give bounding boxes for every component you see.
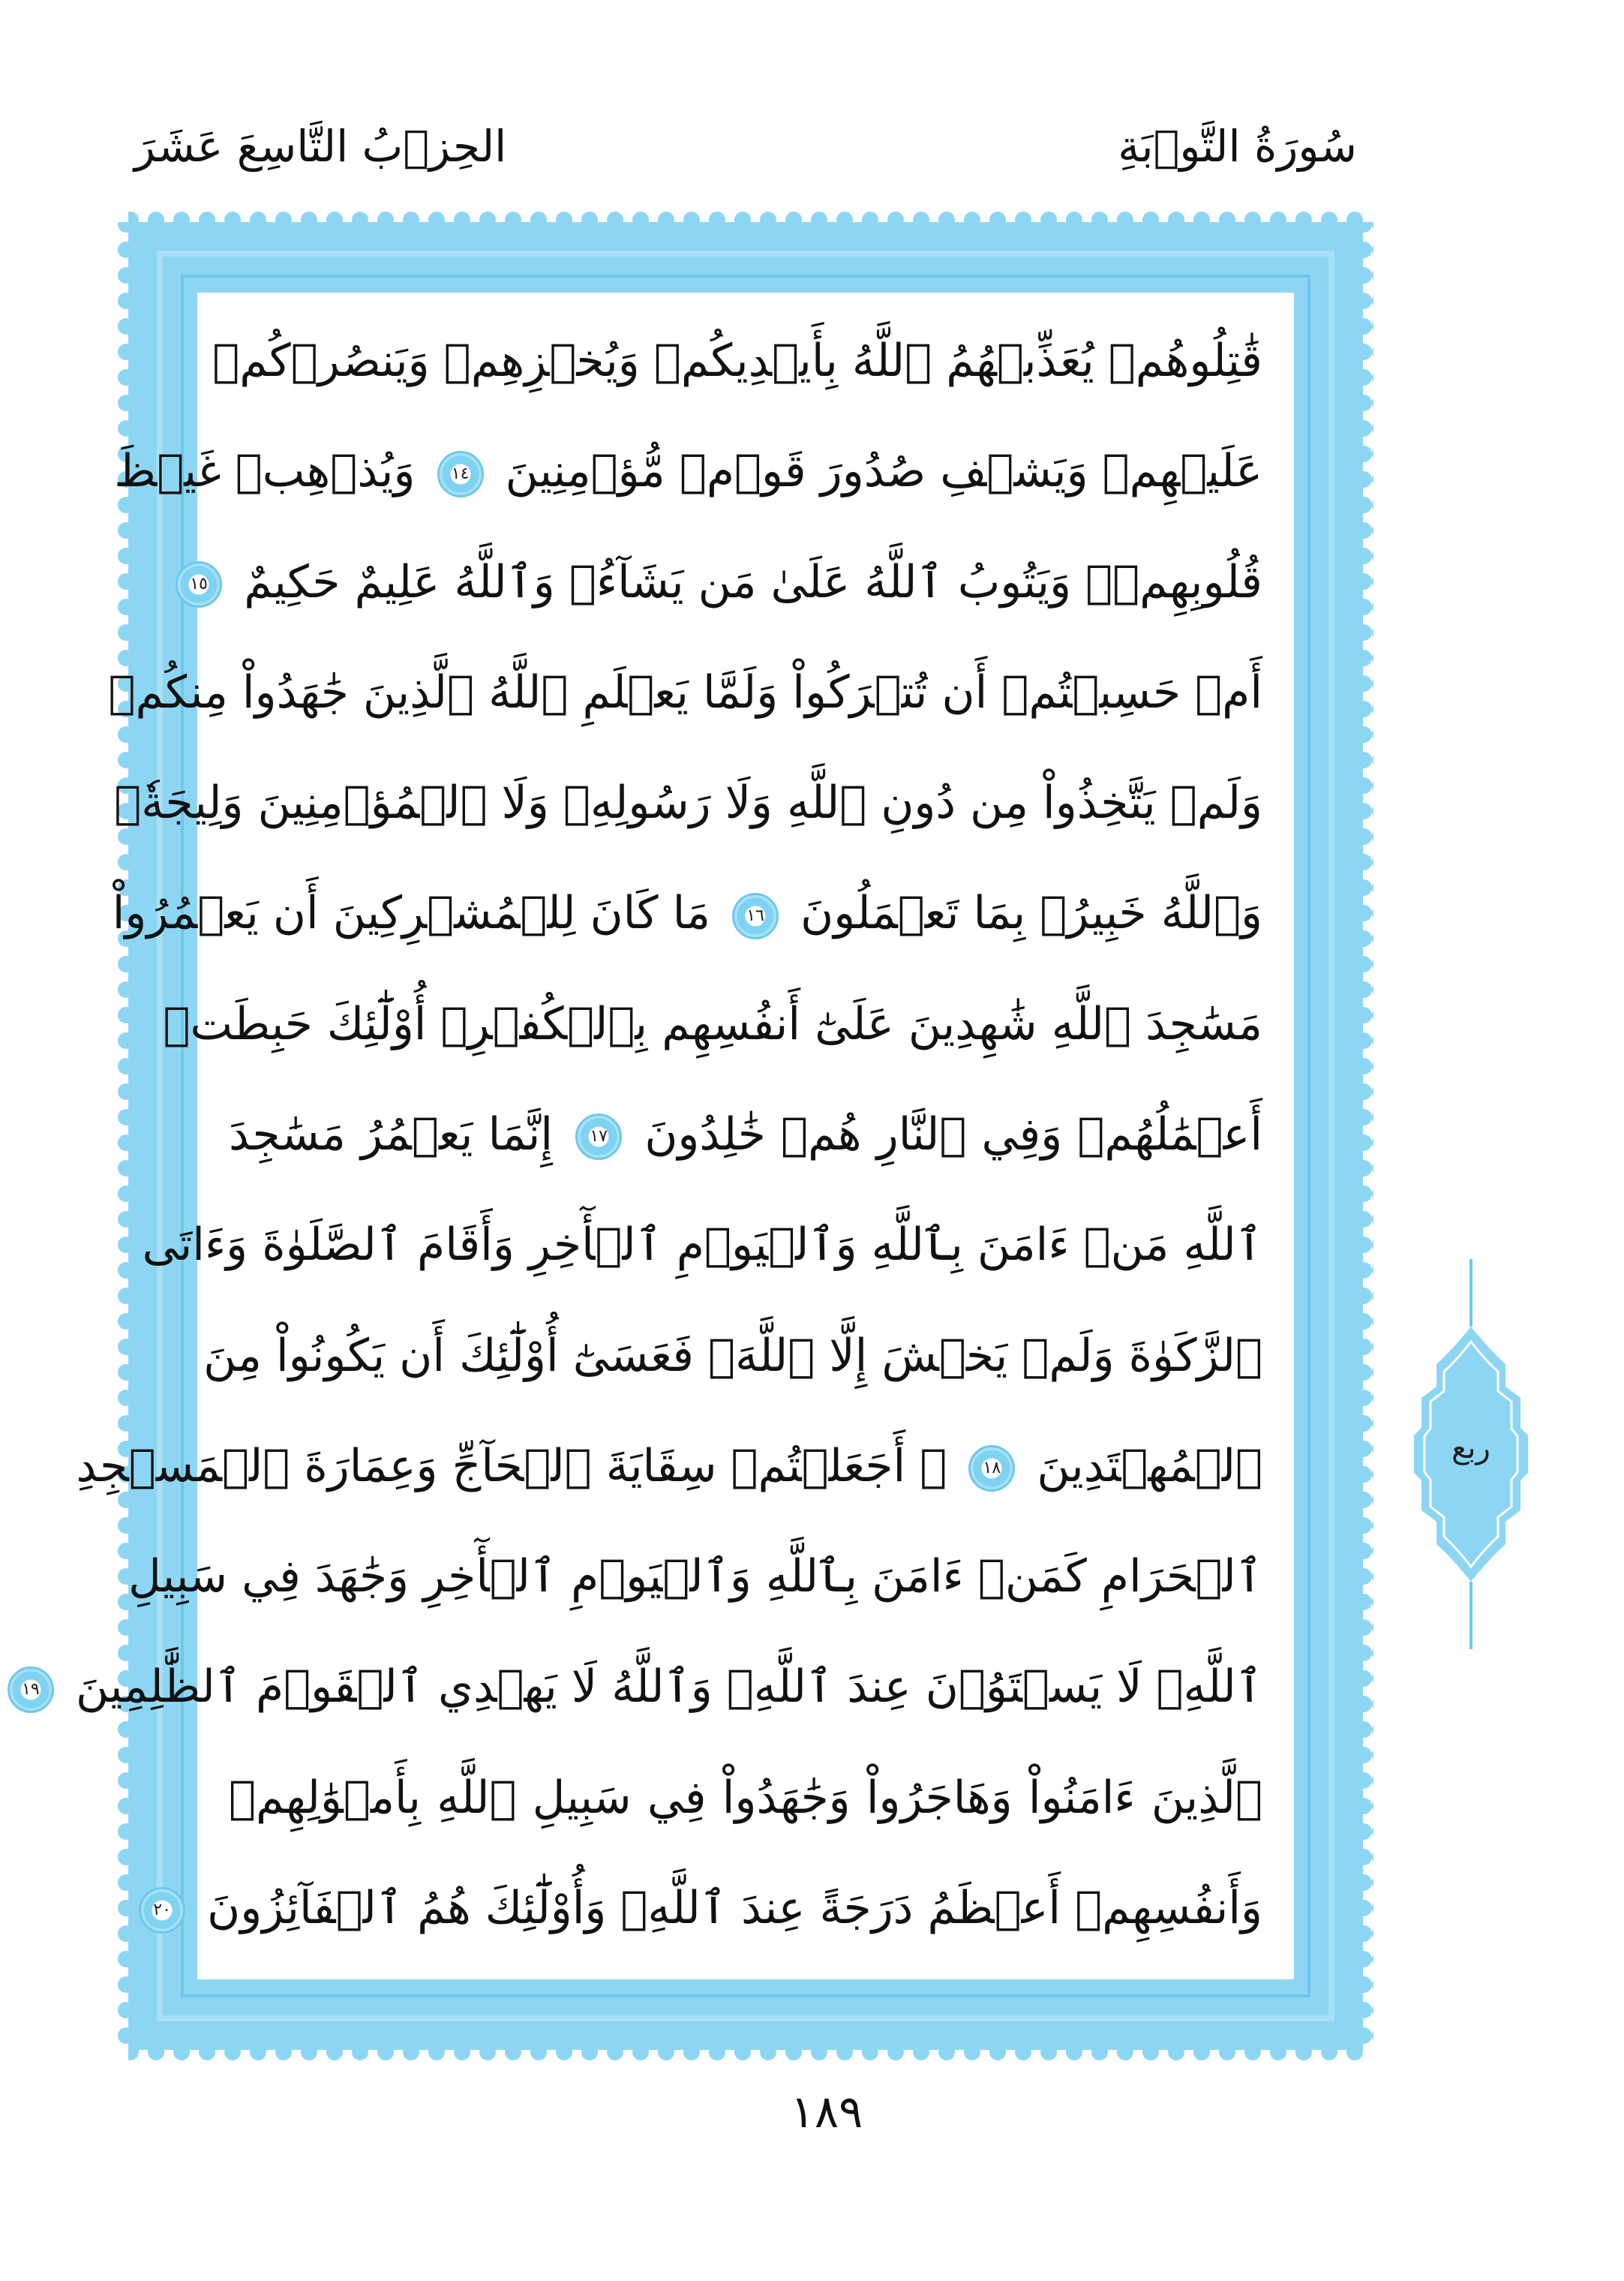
verse-line: ٱلۡحَرَامِ كَمَنۡ ءَامَنَ بِٱللَّهِ وَٱلۡيَوۡمِ ٱلۡأٓخِرِ وَجَٰهَدَ فِي سَبِيلِ <box>128 1550 1262 1603</box>
verse-line: أَعۡمَٰلُهُمۡ وَفِي ٱلنَّارِ هُمۡ خَٰلِدُونَ ١٧ إِنَّمَا يَعۡمُرُ مَسَٰجِدَ <box>229 1107 1262 1161</box>
verse-line: ٱلَّذِينَ ءَامَنُواْ وَهَاجَرُواْ وَجَٰهَدُواْ فِي سَبِيلِ ٱللَّهِ بِأَمۡوَٰلِهِمۡ <box>229 1771 1262 1824</box>
verse-text-panel <box>22 293 1294 1979</box>
ayah-number-marker: ١٦ <box>732 893 779 939</box>
page-header <box>134 113 1357 180</box>
rub-label: ربع <box>1451 1431 1490 1465</box>
surah-title: سُورَةُ التَّوۡبَةِ <box>1118 121 1357 172</box>
ayah-number-marker: ١٨ <box>968 1445 1015 1492</box>
ayah-number-marker: ١٩ <box>8 1666 54 1713</box>
verse-line: ٱلۡمُهۡتَدِينَ ١٨ ۞ أَجَعَلۡتُمۡ سِقَايَةَ ٱلۡحَآجِّ وَعِمَارَةَ ٱلۡمَسۡجِدِ <box>76 1439 1262 1492</box>
ayah-number-marker: ١٥ <box>176 561 222 608</box>
verse-line: عَلَيۡهِمۡ وَيَشۡفِ صُدُورَ قَوۡمٖ مُّؤۡمِنِينَ ١٤ وَيُذۡهِبۡ غَيۡظَ <box>114 445 1262 498</box>
verse-line: قَٰتِلُوهُمۡ يُعَذِّبۡهُمُ ٱللَّهُ بِأَيۡدِيكُمۡ وَيُخۡزِهِمۡ وَيَنصُرۡكُمۡ <box>212 335 1262 387</box>
page-number: ١٨٩ <box>790 2086 863 2138</box>
hizb-title: الحِزۡبُ التَّاسِعَ عَشَرَ <box>134 121 507 172</box>
ayah-number-marker: ٢٠ <box>139 1887 185 1934</box>
ayah-number-marker: ١٤ <box>437 451 484 497</box>
verse-line: مَسَٰجِدَ ٱللَّهِ شَٰهِدِينَ عَلَىٰٓ أَنفُسِهِم بِٱلۡكُفۡرِۚ أُوْلَٰٓئِكَ حَبِطَتۡ <box>163 997 1262 1050</box>
ayah-number-marker: ١٧ <box>575 1113 622 1160</box>
verse-line: وَلَمۡ يَتَّخِذُواْ مِن دُونِ ٱللَّهِ وَلَا رَسُولِهِۦ وَلَا ٱلۡمُؤۡمِنِينَ وَلِيجَةٗۚ <box>114 777 1262 830</box>
verse-line: ٱللَّهِۚ لَا يَسۡتَوُۥنَ عِندَ ٱللَّهِۗ وَٱللَّهُ لَا يَهۡدِي ٱلۡقَوۡمَ ٱلظَّٰلِمِينَ ١٩ <box>229 1645 1262 1728</box>
verse-line: أَمۡ حَسِبۡتُمۡ أَن تُتۡرَكُواْ وَلَمَّا يَعۡلَمِ ٱللَّهُ ٱلَّذِينَ جَٰهَدُواْ مِنكُمۡ <box>108 666 1262 719</box>
verse-line: ٱلزَّكَوٰةَ وَلَمۡ يَخۡشَ إِلَّا ٱللَّهَۖ فَعَسَىٰٓ أُوْلَٰٓئِكَ أَن يَكُونُواْ مِنَ <box>203 1329 1262 1382</box>
page-frame <box>22 212 1373 2060</box>
verse-line: قُلُوبِهِمۡۗ وَيَتُوبُ ٱللَّهُ عَلَىٰ مَن يَشَآءُۗ وَٱللَّهُ عَلِيمٌ حَكِيمٌ ١٥ <box>229 541 1262 624</box>
verse-line: ٱللَّهِ مَنۡ ءَامَنَ بِٱللَّهِ وَٱلۡيَوۡمِ ٱلۡأٓخِرِ وَأَقَامَ ٱلصَّلَوٰةَ وَءَاتَى <box>142 1219 1262 1272</box>
rub-marker <box>1408 1259 1534 1649</box>
verse-line: وَأَنفُسِهِمۡ أَعۡظَمُ دَرَجَةً عِندَ ٱللَّهِۚ وَأُوْلَٰٓئِكَ هُمُ ٱلۡفَآئِزُونَ ٢٠ <box>229 1867 1262 1949</box>
verse-line: وَٱللَّهُ خَبِيرُۢ بِمَا تَعۡمَلُونَ ١٦ مَا كَانَ لِلۡمُشۡرِكِينَ أَن يَعۡمُرُواْ <box>112 887 1262 940</box>
